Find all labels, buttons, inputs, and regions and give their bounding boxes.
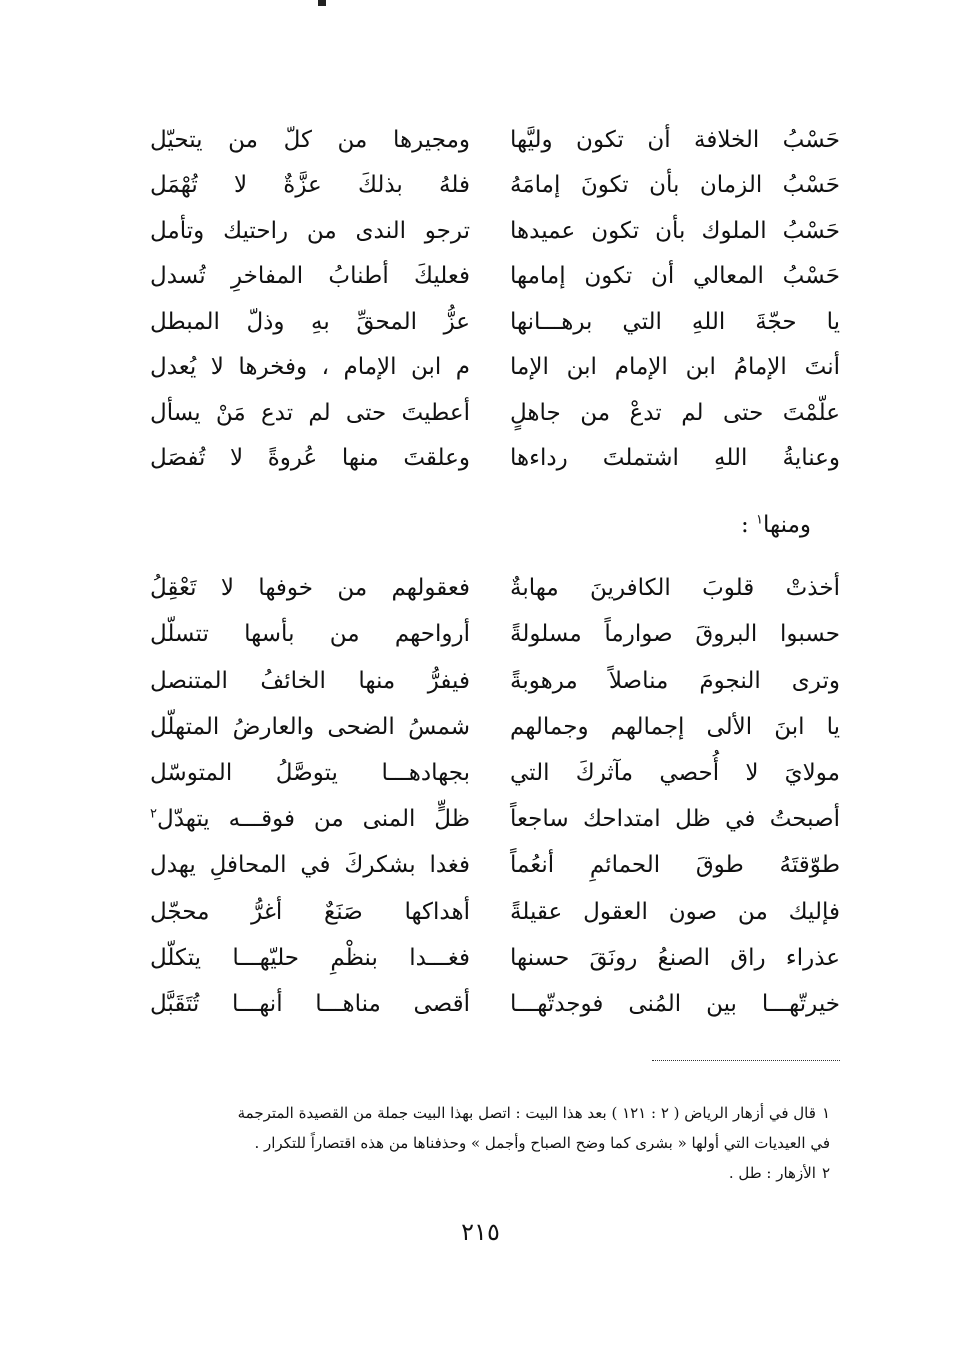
first-hemistich: فإليك من صون العقول عقيلةً: [510, 898, 840, 925]
second-hemistich: ترجو الندى من راحتيك وتأمل: [150, 217, 470, 244]
verse-line: [150, 255, 840, 301]
first-hemistich: خيرتّهـــا بين المُنى فوجدتّهـــا: [510, 990, 840, 1017]
footnote-text: في العيديات التي أولها « بشرى كما وضح الصباح وأجمل » وحذفناها من هذه اقتصاراً للتكرار .: [254, 1134, 830, 1152]
first-hemistich: طوّقتَهُ طوقَ الحمائمِ أنعُماً: [510, 852, 840, 879]
verse-line: [150, 797, 840, 843]
second-hemistich: فغـــدا بنظْمِ حليّهـــا يتكلّل: [150, 944, 470, 971]
footnote-number: ٢: [821, 1164, 830, 1182]
second-hemistich: وعلقتَ منها عُروةً لا تُفصَل: [150, 445, 470, 472]
first-hemistich: عذراء راق الصنعُ رونَقَ حسنها: [510, 944, 840, 971]
second-hemistich: أقصى مناهـــا أنهـــا تُتَقَبَّل: [150, 990, 470, 1017]
second-hemistich: [150, 806, 470, 834]
verse-line: [150, 164, 840, 210]
verse-line: [150, 843, 840, 889]
section-intro: [741, 512, 811, 538]
first-hemistich: وعنايةُ اللهِ اشتملتَ رداءها: [510, 445, 840, 472]
footnote-separator: [652, 1060, 840, 1061]
verse-line: [150, 209, 840, 255]
second-hemistich: فعقولهم من خوفها لا تَعْقِلُ: [150, 575, 470, 602]
first-hemistich: حسبوا البروقَ صوارماً مسلولةً: [510, 621, 840, 648]
second-hemistich: فعليكَ أطنابُ المفاخرِ تُسدل: [150, 263, 470, 290]
footnote: [140, 1098, 830, 1128]
intro-text: ومنها: [763, 512, 811, 538]
first-hemistich: أصبحتُ في ظل امتداحك ساجعاً: [510, 806, 840, 833]
footnote-text: قال في أزهار الرياض ( ٢ : ١٢١ ) بعد هذا البيت : اتصل بهذا البيت جملة من القصيدة المترجمة: [237, 1104, 816, 1122]
first-hemistich: حَسْبُ الخلافة أن تكون وليَّها: [510, 126, 840, 153]
second-hemistich: فلهُ بذلكَ عزَّةٌ لا تُهْمَل: [150, 172, 470, 199]
second-hemistich: أهداكها صَنَعٌ أغرُّ محجّل: [150, 898, 470, 925]
first-hemistich: حَسْبُ الملوك بأن تكون عميدها: [510, 217, 840, 244]
first-hemistich: يا حجّةَ اللهِ التي برهـــانها: [510, 308, 840, 335]
first-hemistich: وترى النجومَ مناصلاً مرهوبةً: [510, 667, 840, 694]
footnote-number: ١: [821, 1104, 830, 1122]
second-hemistich: شمسُ الضحى والعارضُ المتهلّل: [150, 713, 470, 740]
first-hemistich: مولايَ لا أُحصي مآثركَ التي: [510, 760, 840, 787]
first-hemistich: أنتَ الإمامُ ابن الإمام ابن الإما: [510, 354, 840, 381]
verse-line: [150, 391, 840, 437]
second-hemistich: ومجيرها من كلّ من يتحيّل: [150, 126, 470, 153]
verse-line: [150, 118, 840, 164]
verse-line: [150, 705, 840, 751]
second-hemistich: أرواحهم من بأسها تتسلّل: [150, 621, 470, 648]
footnote: [140, 1158, 830, 1188]
footnote-ref-1: ١: [756, 512, 764, 528]
second-hemistich: فيفرُّ منها الخائفُ المتنصل: [150, 667, 470, 694]
first-hemistich: حَسْبُ الزمان بأن تكونَ إمامَهُ: [510, 172, 840, 199]
poem-block-2: [150, 566, 840, 1028]
verse-line: [150, 346, 840, 392]
second-hemistich: فغدا بشكركَ في المحافلِ يهدل: [150, 852, 470, 879]
second-hemistich: م ابن الإمام ، وفخرها لا يُعدل: [150, 354, 470, 381]
verse-line: [150, 658, 840, 704]
first-hemistich: يا ابنَ الألى إجمالهم وجمالهم: [510, 713, 840, 740]
second-hemistich: بجهادهـــا يتوصَّلُ المتوسّل: [150, 760, 470, 787]
footnote-text: الأزهار : طل .: [728, 1164, 816, 1182]
footnote-continuation: [140, 1128, 830, 1158]
first-hemistich: حَسْبُ المعالي أن تكون إمامها: [510, 263, 840, 290]
verse-line: [150, 437, 840, 483]
first-hemistich: أخذتْ قلوبَ الكافرينَ مهابةٌ: [510, 575, 840, 602]
page-number: ٢١٥: [461, 1218, 500, 1246]
verse-line: [150, 300, 840, 346]
scan-artifact: [318, 0, 326, 6]
first-hemistich: علّمْتَ حتى لم تدعْ من جاهلٍ: [510, 399, 840, 426]
second-hemistich-text: ظلٍّ المنى من فوقـــه يتهدّل: [156, 806, 470, 833]
verse-line: [150, 751, 840, 797]
poem-block-1: [150, 118, 840, 482]
verse-line: [150, 936, 840, 982]
verse-line: [150, 612, 840, 658]
verse-line: [150, 982, 840, 1028]
second-hemistich: أعطيتَ حتى لم تدع مَنْ يسأل: [150, 399, 470, 426]
footnotes: [140, 1098, 830, 1188]
intro-colon: :: [740, 512, 757, 538]
verse-line: [150, 889, 840, 935]
footnote-ref-2: ٢: [150, 806, 157, 822]
second-hemistich: عزُّ المحقِّ بهِ وذلّ المبطل: [150, 308, 470, 335]
verse-line: [150, 566, 840, 612]
